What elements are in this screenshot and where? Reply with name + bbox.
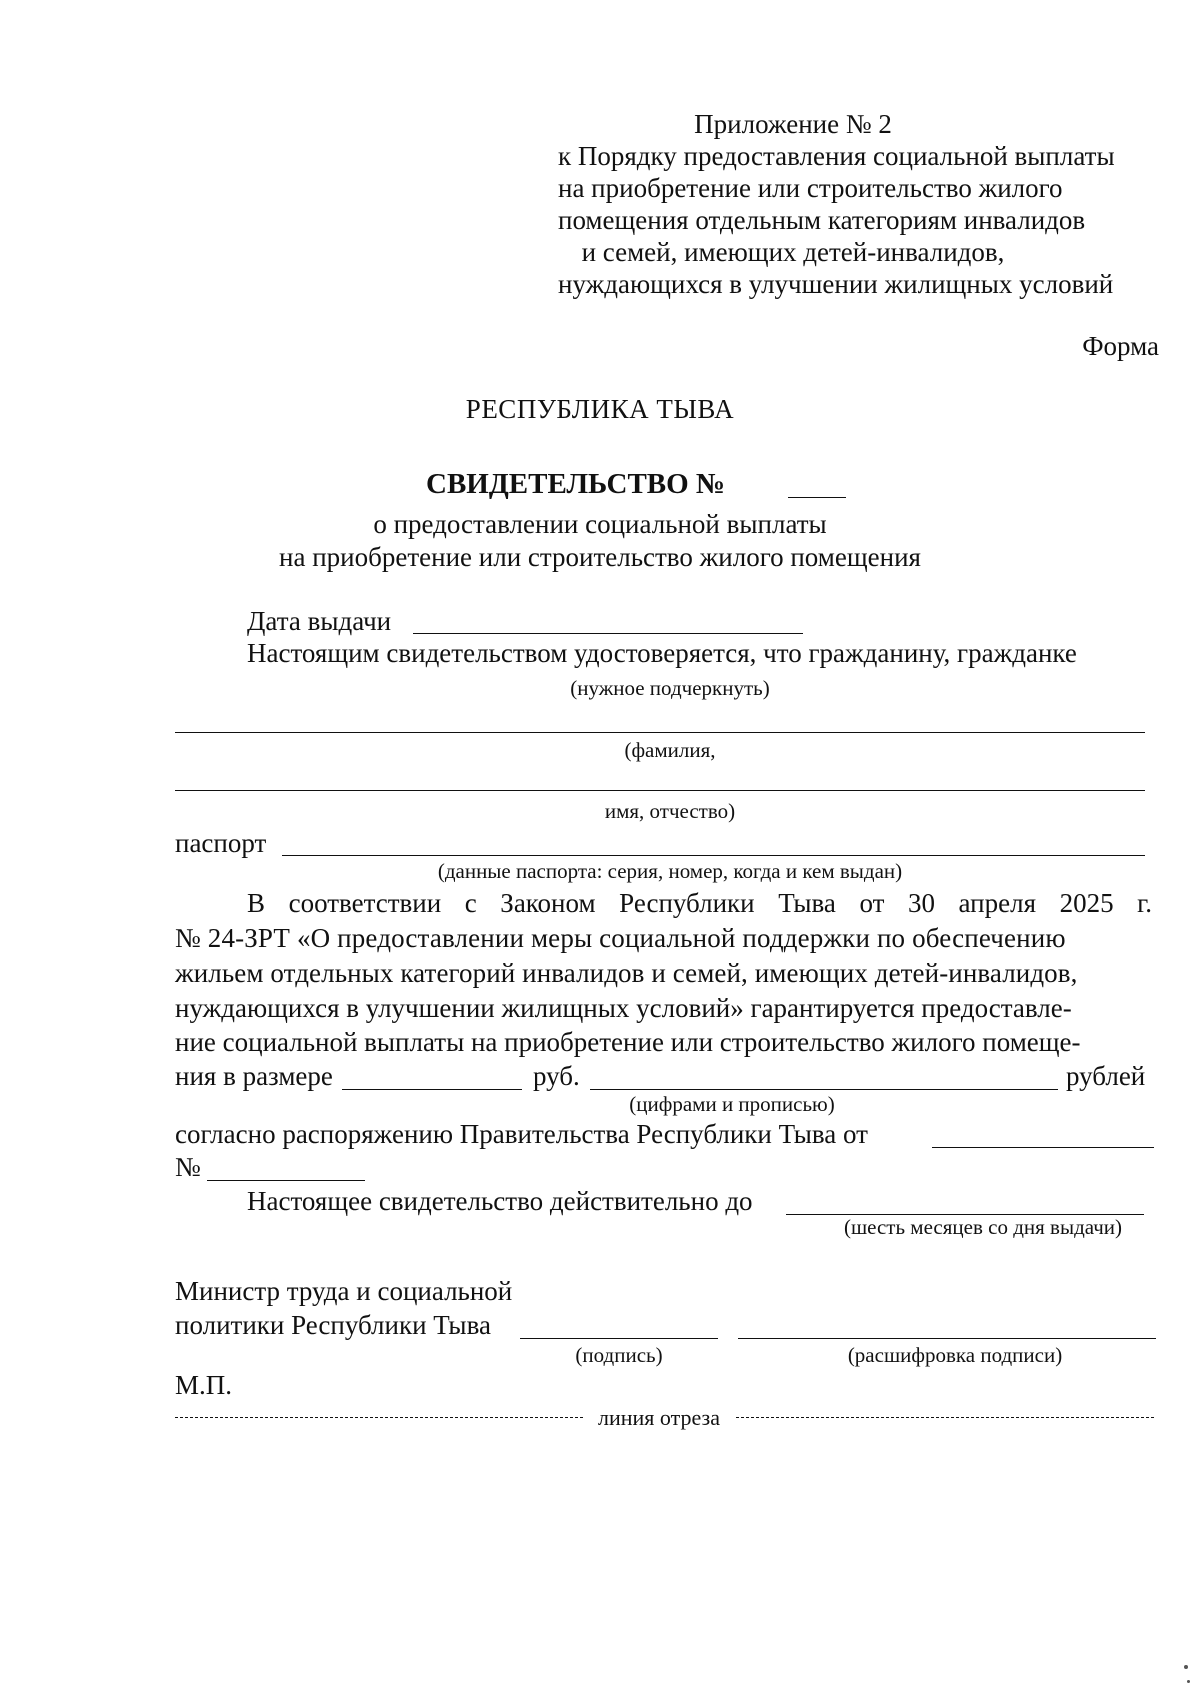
valid-until-label: Настоящее свидетельство действительно до <box>247 1186 753 1216</box>
certificate-number-line <box>788 497 846 498</box>
appendix-title: Приложение № 2 <box>694 109 892 139</box>
certificate-subtitle: о предоставлении социальной выплаты <box>373 509 827 539</box>
rub-long-label: рублей <box>1066 1061 1146 1091</box>
order-text: согласно распоряжению Правительства Республики Тыва от <box>175 1119 868 1149</box>
word: Республики <box>619 888 755 918</box>
word: соответствии <box>288 888 442 918</box>
certificate-title: СВИДЕТЕЛЬСТВО № <box>426 468 726 500</box>
word: В <box>247 888 266 918</box>
appendix-line: на приобретение или строительство жилого <box>558 173 1063 203</box>
word: от <box>859 888 885 918</box>
word: г. <box>1137 888 1152 918</box>
order-date-line <box>932 1147 1154 1148</box>
certificate-subtitle: на приобретение или строительство жилого помещения <box>279 542 921 572</box>
scan-speck <box>1187 1680 1190 1683</box>
word: апреля <box>958 888 1037 918</box>
law-paragraph-line <box>247 887 1152 919</box>
amount-words-line <box>590 1089 1058 1090</box>
appendix-line: помещения отдельным категориям инвалидов <box>558 205 1086 235</box>
certify-text: Настоящим свидетельством удостоверяется, что гражданину, гражданке <box>247 638 1077 668</box>
law-paragraph-line: нуждающихся в улучшении жилищных условий» гарантируется предоставле- <box>175 993 1072 1023</box>
minister-title: Министр труда и социальной <box>175 1276 513 1306</box>
appendix-line: и семей, имеющих детей-инвалидов, <box>581 237 1005 267</box>
surname-caption: (фамилия, <box>624 738 716 762</box>
cut-line-right <box>736 1417 1154 1418</box>
order-number-line <box>207 1180 365 1181</box>
cut-line-left <box>175 1417 583 1418</box>
order-number-sign: № <box>175 1152 201 1182</box>
word: с <box>464 888 477 918</box>
word: 2025 <box>1059 888 1114 918</box>
cut-line-label: линия отреза <box>598 1405 720 1430</box>
passport-label: паспорт <box>175 828 267 858</box>
issue-date-label: Дата выдачи <box>247 606 392 636</box>
issue-date-line <box>413 633 803 634</box>
word: 30 <box>907 888 935 918</box>
amount-digits-line <box>342 1089 522 1090</box>
amount-prefix: ния в размере <box>175 1061 333 1091</box>
republic-title: РЕСПУБЛИКА ТЫВА <box>465 394 735 424</box>
signature-decode-line <box>738 1338 1156 1339</box>
surname-line <box>175 732 1145 733</box>
scan-speck <box>1184 1665 1188 1669</box>
name-caption: имя, отчество) <box>604 799 736 823</box>
rub-short-label: руб. <box>533 1061 580 1091</box>
amount-caption: (цифрами и прописью) <box>629 1092 835 1116</box>
word: Законом <box>500 888 596 918</box>
signature-caption: (подпись) <box>575 1343 663 1367</box>
law-paragraph-line: жильем отдельных категорий инвалидов и семей, имеющих детей-инвалидов, <box>175 958 1078 988</box>
law-paragraph-line: № 24-ЗРТ «О предоставлении меры социальной поддержки по обеспечению <box>175 923 1066 953</box>
appendix-line: нуждающихся в улучшении жилищных условий <box>558 269 1114 299</box>
appendix-line: к Порядку предоставления социальной выплаты <box>558 141 1115 171</box>
signature-decode-caption: (расшифровка подписи) <box>847 1343 1063 1367</box>
passport-caption: (данные паспорта: серия, номер, когда и кем выдан) <box>437 859 903 883</box>
signature-line <box>520 1338 718 1339</box>
underline-hint: (нужное подчеркнуть) <box>570 676 770 700</box>
word: Тыва <box>778 888 836 918</box>
form-label: Форма <box>1082 331 1159 361</box>
law-paragraph-line: ние социальной выплаты на приобретение или строительство жилого помеще- <box>175 1027 1081 1057</box>
seal-label: М.П. <box>175 1370 233 1400</box>
name-line <box>175 790 1145 791</box>
valid-caption: (шесть месяцев со дня выдачи) <box>843 1215 1123 1239</box>
minister-title: политики Республики Тыва <box>175 1310 491 1340</box>
passport-line <box>282 855 1145 856</box>
